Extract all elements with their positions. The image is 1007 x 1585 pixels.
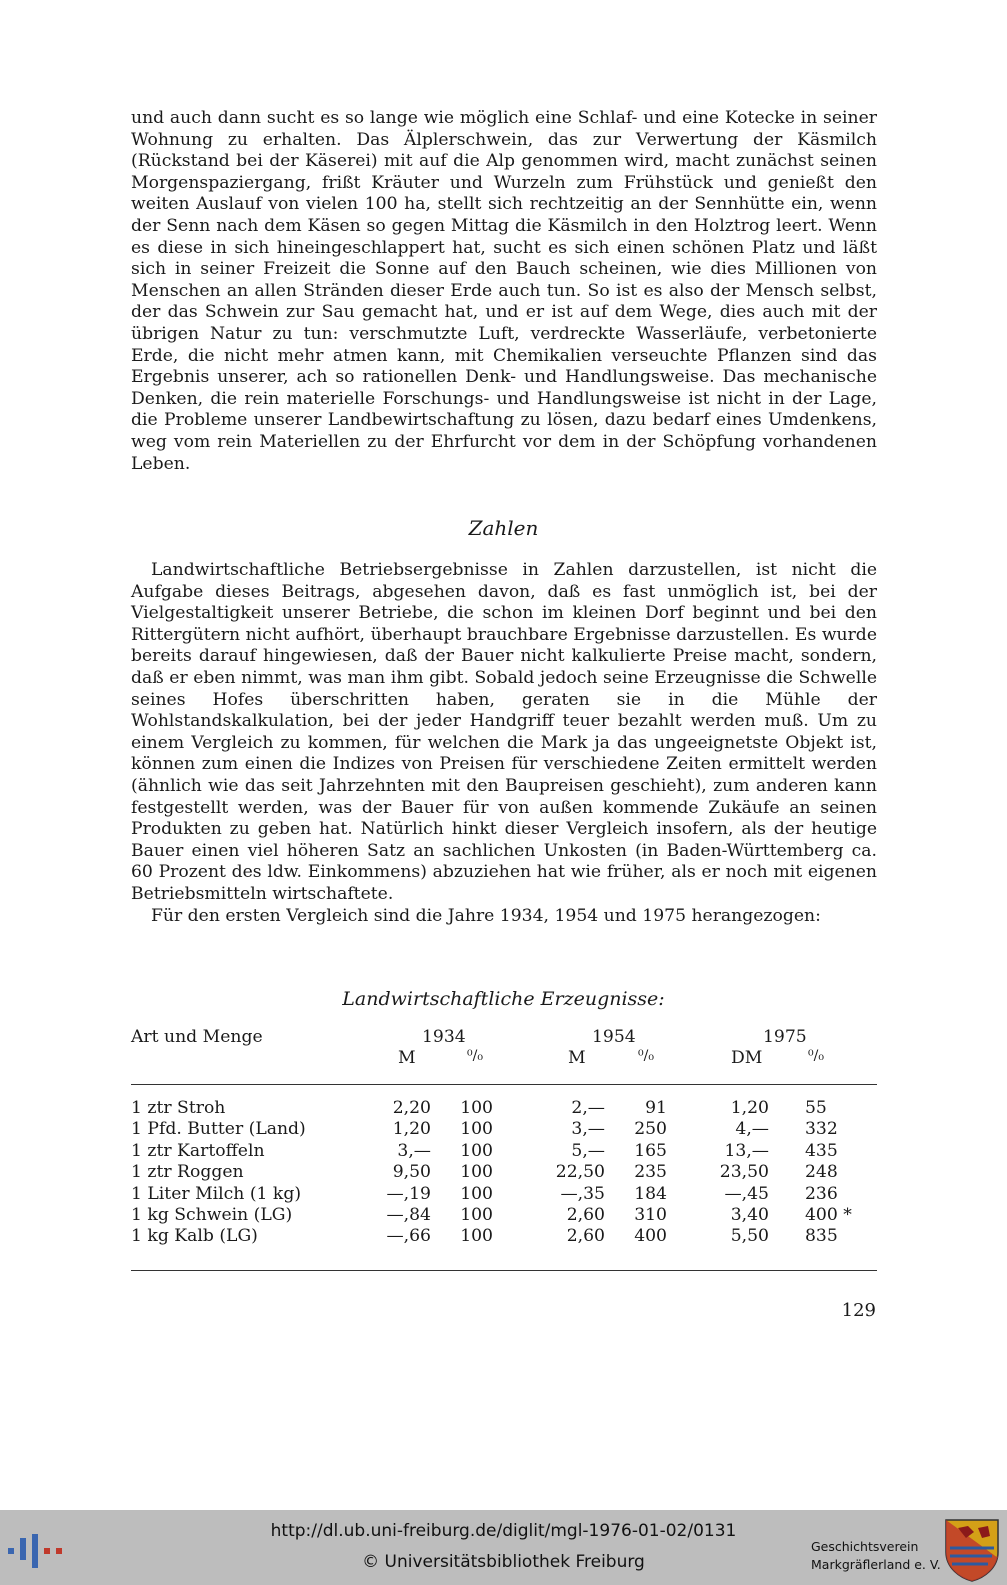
row-label: 1 ztr Stroh xyxy=(131,1098,226,1118)
table-title: Landwirtschaftliche Erzeugnisse: xyxy=(342,988,665,1010)
table-header xyxy=(131,1027,877,1075)
row-value: 5,50 xyxy=(730,1226,769,1247)
row-value: 4,— xyxy=(735,1119,769,1140)
row-value: 435 xyxy=(805,1140,838,1161)
society-name xyxy=(811,1538,941,1574)
row-value: 100 xyxy=(460,1226,493,1247)
row-value: 5,— xyxy=(571,1140,605,1161)
row-label: 1 kg Kalb (LG) xyxy=(131,1226,258,1247)
society-line: Markgräflerland e. V. xyxy=(811,1557,941,1572)
row-value: 310 xyxy=(634,1204,667,1225)
unit-header: ⁰/₀ xyxy=(808,1048,824,1064)
year-header: 1975 xyxy=(763,1027,807,1047)
row-value: 2,— xyxy=(571,1098,605,1118)
row-value: 236 xyxy=(805,1183,838,1204)
row-value: 100 xyxy=(460,1162,493,1183)
unit-header: DM xyxy=(731,1048,763,1068)
footer-bar xyxy=(0,1510,1007,1585)
row-value: 55 xyxy=(805,1098,827,1118)
row-value: 100 xyxy=(460,1098,493,1118)
unit-header: M xyxy=(568,1048,586,1068)
table-row xyxy=(131,1205,877,1226)
row-value: 332 xyxy=(805,1119,838,1140)
row-value: 100 xyxy=(460,1183,493,1204)
year-header: 1934 xyxy=(422,1027,466,1047)
table-rule-bottom xyxy=(131,1270,877,1271)
section-heading: Zahlen xyxy=(468,516,539,540)
row-label: 1 Liter Milch (1 kg) xyxy=(131,1183,302,1204)
coat-of-arms-icon xyxy=(944,1518,1000,1582)
row-value: 91 xyxy=(645,1098,667,1118)
year-header: 1954 xyxy=(592,1027,636,1047)
row-value: 9,50 xyxy=(392,1162,431,1183)
row-value: 184 xyxy=(634,1183,667,1204)
row-value: 1,20 xyxy=(392,1119,431,1140)
table-row xyxy=(131,1184,877,1205)
paragraph-text: Landwirtschaftliche Betriebsergebnisse in Zahlen darzustellen, ist nicht die Aufgabe dieses Beitrags, abgesehen davon, daß es fast unmöglich ist, bei der Vielgestaltigkeit unserer Betriebe, die schon im kleinen Dorf beginnt und bei den Rittergütern nicht aufhört, überhaupt brauchbare Ergebnisse darzustellen. Es wurde bereits darauf hingewiesen, daß der Bauer nicht kalkulierte Preise macht, sondern, daß er eben nimmt, was man ihm gibt. Sobald jedoch seine Erzeugnisse die Schwelle seines Hofes überschritten haben, geraten sie in die Mühle der Wohlstandskalkulation, bei der jeder Handgriff teuer bezahlt werden muß. Um zu einem Vergleich zu kommen, für welchen die Mark ja das ungeeignetste Objekt ist, können zum einen die Indizes von Preisen für verschiedene Zeiten ermittelt werden (ähnlich wie das seit Jahrzehnten mit den Baupreisen geschieht), zum anderen kann festgestellt werden, was der Bauer für von außen kommende Zukäufe an seinen Produkten zu geben hat. Natürlich hinkt dieser Vergleich insofern, als der heutige Bauer einen viel höheren Satz an sachlichen Unkosten (in Baden-Württemberg ca. 60 Prozent des ldw. Einkommens) abzuziehen hat wie früher, als er noch mit eigenen Betriebsmitteln wirtschaftete. xyxy=(131,560,877,904)
row-value: —,45 xyxy=(724,1183,769,1204)
row-value: 2,60 xyxy=(566,1226,605,1247)
page-number: 129 xyxy=(841,1300,876,1321)
row-value: 100 xyxy=(460,1204,493,1225)
unit-header: ⁰/₀ xyxy=(638,1048,654,1064)
row-value: 400 * xyxy=(805,1204,852,1225)
row-label: 1 Pfd. Butter (Land) xyxy=(131,1119,306,1140)
table-row xyxy=(131,1119,877,1140)
footer-copyright: © Universitätsbibliothek Freiburg xyxy=(362,1552,645,1572)
society-line: Geschichtsverein xyxy=(811,1539,919,1554)
row-value: 250 xyxy=(634,1119,667,1140)
row-label: 1 ztr Roggen xyxy=(131,1162,244,1183)
body-paragraph-1 xyxy=(131,108,877,475)
row-value: 835 xyxy=(805,1226,838,1247)
body-paragraph-2 xyxy=(131,560,877,927)
table-row xyxy=(131,1141,877,1162)
row-value: 248 xyxy=(805,1162,838,1183)
row-value: 2,60 xyxy=(566,1204,605,1225)
row-value: —,84 xyxy=(386,1204,431,1225)
row-value: 165 xyxy=(634,1140,667,1161)
table-row xyxy=(131,1098,877,1119)
row-value: —,66 xyxy=(386,1226,431,1247)
row-value: 1,20 xyxy=(730,1098,769,1118)
footer-url-link[interactable]: http://dl.ub.uni-freiburg.de/diglit/mgl-1976-01-02/0131 xyxy=(270,1521,737,1541)
row-value: 2,20 xyxy=(392,1098,431,1118)
paragraph-text: Für den ersten Vergleich sind die Jahre 1934, 1954 und 1975 herangezogen: xyxy=(151,905,821,926)
row-value: 3,40 xyxy=(730,1204,769,1225)
row-value: 235 xyxy=(634,1162,667,1183)
row-value: 22,50 xyxy=(555,1162,605,1183)
paragraph-text: und auch dann sucht es so lange wie möglich eine Schlaf- und eine Kotecke in seiner Wohnung zu erhalten. Das Älplerschwein, das zur Verwertung der Käsmilch (Rückstand bei der Käserei) mit auf die Alp genommen wird, macht zunächst seinen Morgenspaziergang, frißt Kräuter und Wurzeln zum Frühstück und genießt den weiten Auslauf von vielen 100 ha, stellt sich rechtzeitig an der Sennhütte ein, wenn der Senn nach dem Käsen so gegen Mittag die Käsmilch in den Holztrog leert. Wenn es diese in sich hineingeschlappert hat, sucht es sich einen schönen Platz und läßt sich in seiner Freizeit die Sonne auf den Bauch scheinen, wie dies Millionen von Menschen an allen Stränden dieser Erde auch tun. So ist es also der Mensch selbst, der das Schwein zur Sau gemacht hat, und er ist auf dem Wege, dies auch mit der übrigen Natur zu tun: verschmutzte Luft, verdreckte Wasserläufe, verbetonierte Erde, die nicht mehr atmen kann, mit Chemikalien verseuchte Pflanzen sind das Ergebnis unserer, ach so rationellen Denk- und Handlungsweise. Das mechanische Denken, die rein materielle Forschungs- und Handlungsweise ist nicht in der Lage, die Probleme unserer Landbewirtschaftung zu lösen, dazu bedarf eines Umdenkens, weg vom rein Materiellen zu der Ehrfurcht vor dem in der Schöpfung vorhandenen Leben. xyxy=(131,108,877,474)
column-label: Art und Menge xyxy=(131,1027,263,1047)
unit-header: ⁰/₀ xyxy=(467,1048,483,1064)
row-value: —,35 xyxy=(560,1183,605,1204)
row-label: 1 kg Schwein (LG) xyxy=(131,1204,293,1225)
row-value: 13,— xyxy=(724,1140,769,1161)
table-row xyxy=(131,1226,877,1247)
row-value: 100 xyxy=(460,1140,493,1161)
row-value: 3,— xyxy=(397,1140,431,1161)
row-value: —,19 xyxy=(386,1183,431,1204)
table-body xyxy=(131,1098,877,1248)
unit-header: M xyxy=(398,1048,416,1068)
row-value: 23,50 xyxy=(719,1162,769,1183)
row-value: 3,— xyxy=(571,1119,605,1140)
row-label: 1 ztr Kartoffeln xyxy=(131,1140,265,1161)
row-value: 100 xyxy=(460,1119,493,1140)
table-row xyxy=(131,1162,877,1183)
table-rule-top xyxy=(131,1084,877,1085)
row-value: 400 xyxy=(634,1226,667,1247)
